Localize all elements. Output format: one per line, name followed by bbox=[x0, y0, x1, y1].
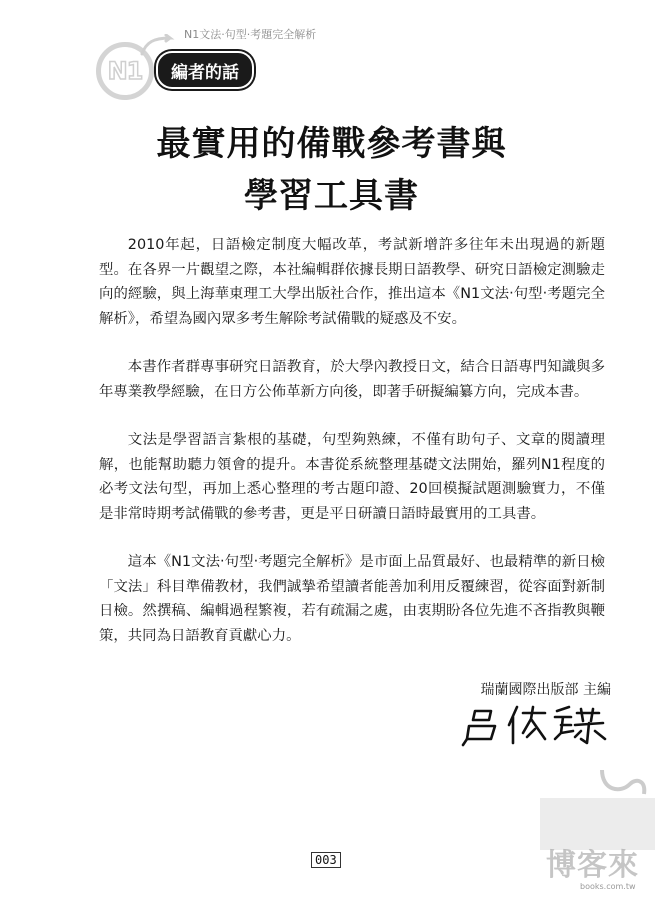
page-title bbox=[0, 118, 663, 222]
title-line-2: 學習工具書 bbox=[244, 176, 419, 216]
handwritten-signature bbox=[461, 703, 611, 749]
title-line-1: 最實用的備戰參考書與 bbox=[156, 124, 507, 164]
preface-body bbox=[99, 233, 605, 672]
watermark-logo bbox=[540, 770, 655, 890]
section-label: 編者的話 bbox=[158, 53, 252, 87]
series-title: N1文法‧句型‧考題完全解析 bbox=[184, 28, 317, 41]
paragraph: 2010年起，日語檢定制度大幅改革，考試新增許多往年未出現過的新題型。在各界一片觀望之際，本社編輯群依據長期日語教學、研究日語檢定測驗走向的經驗，與上海華東理工大學出版社合作，推出這本《N1文法‧句型‧考題完全解析》，希望為國內眾多考生解除考試備戰的疑惑及不安。 bbox=[99, 237, 605, 327]
watermark-text: 博客來 bbox=[546, 848, 639, 883]
paragraph: 本書作者群專事研究日語教育，於大學內教授日文，結合日語專門知識與多年專業教學經驗，在日方公佈革新方向後，即著手研擬編纂方向，完成本書。 bbox=[99, 359, 605, 400]
paragraph: 這本《N1文法‧句型‧考題完全解析》是市面上品質最好、也最精準的新日檢「文法」科目準備教材，我們誠摯希望讀者能善加利用反覆練習，從容面對新制日檢。然撰稿、編輯過程繁複，若有疏漏之處，由衷期盼各位先進不吝指教與鞭策，共同為日語教育貢獻心力。 bbox=[99, 554, 605, 644]
chapter-header bbox=[96, 20, 396, 110]
n1-badge: N1 bbox=[96, 42, 154, 100]
watermark-url: books.com.tw bbox=[580, 882, 636, 891]
watermark-shape-icon bbox=[540, 770, 655, 850]
page-number: 003 bbox=[311, 852, 341, 868]
signature-block bbox=[461, 679, 611, 753]
paragraph: 文法是學習語言紮根的基礎，句型夠熟練，不僅有助句子、文章的閱讀理解，也能幫助聽力領會的提升。本書從系統整理基礎文法開始，羅列N1程度的必考文法句型，再加上悉心整理的考古題印證、20回模擬試題測驗實力，不僅是非常時期考試備戰的參考書，更是平日研讀日語時最實用的工具書。 bbox=[99, 432, 605, 522]
editor-line: 瑞蘭國際出版部 主編 bbox=[480, 682, 611, 698]
